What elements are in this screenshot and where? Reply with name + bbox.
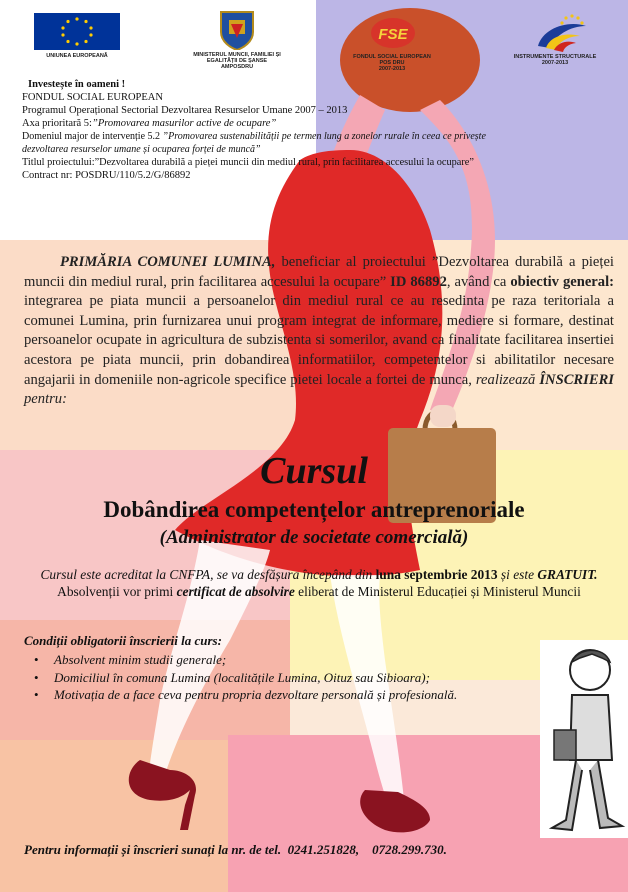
intro-lead: PRIMĂRIA COMUNEI LUMINA, — [60, 254, 276, 270]
header-title-value: ”Dezvoltarea durabilă a pieței muncii din mediul rural, prin facilitarea accesului la ocupare” — [94, 157, 474, 168]
ministry-caption-line-2: EGALITĂȚII DE ȘANSE — [206, 58, 268, 64]
fse-logo — [368, 13, 418, 51]
shoe-left-shape — [129, 760, 196, 830]
fse-mark: FSE — [378, 26, 408, 43]
contact-phone-1: 0241.251828, — [287, 842, 360, 857]
ministry-caption-line-3: AMPOSDRU — [220, 64, 254, 70]
accreditation-text — [24, 566, 614, 600]
instrumente-structurale-logo — [528, 10, 594, 54]
header-contract: Contract nr: POSDRU/110/5.2/G/86892 — [22, 170, 191, 181]
accr-text-1: Cursul este acreditat la CNFPA, se va desfășura începând din — [40, 567, 376, 582]
accr-text-4: eliberat de Ministerul Educației și Ministerul Muncii — [294, 584, 581, 599]
fse-caption-line-2: POS DRU — [379, 60, 405, 66]
header-invest: Investește în oameni ! — [28, 79, 126, 90]
is-caption-line-1: INSTRUMENTE STRUCTURALE — [513, 54, 597, 60]
is-caption-line-2: 2007-2013 — [541, 60, 569, 66]
fse-caption-line-3: 2007-2013 — [378, 66, 406, 72]
conditions-item: • Absolvent minim studii generale; — [28, 651, 457, 669]
intro-text-1: beneficiar al proiectului ”Dezvoltarea durabilă a pieței muncii din mediul rural, prin facilitarea accesului la ocupare” — [24, 254, 614, 290]
conditions-item: • Motivația de a face ceva pentru propria dezvoltare personală și profesională. — [28, 686, 457, 704]
fse-caption-line-1: FONDUL SOCIAL EUROPEAN — [353, 54, 431, 60]
conditions-item: • Domiciliul în comuna Lumina (localitățile Lumina, Oituz sau Sibioara); — [28, 669, 457, 687]
intro-text-2: , având ca — [446, 273, 511, 290]
accr-text-2: și este — [497, 567, 538, 582]
header-axis-value: ”Promovarea masurilor active de ocupare” — [91, 118, 277, 129]
course-title: Cursul — [260, 450, 368, 492]
header-title-label: Titlul proiectului: — [22, 157, 95, 168]
eu-flag-logo — [34, 13, 120, 50]
header-domain — [22, 131, 486, 144]
course-name: Dobândirea competențelor antreprenoriale — [103, 497, 525, 522]
contact-label: Pentru informații și înscrieri sunați la nr. de tel. — [24, 842, 282, 857]
conditions-list — [28, 651, 457, 704]
header-title — [22, 157, 474, 170]
course-subtitle: (Administrator de societate comercială) — [159, 527, 469, 548]
header-domain-value-2: dezvoltarea resurselor umane și ocuparea forței de muncă” — [22, 144, 261, 155]
fse-caption — [342, 54, 442, 72]
intro-realize: realizează — [475, 371, 540, 388]
intro-enroll: ÎNSCRIERI — [539, 371, 614, 388]
intro-paragraph — [24, 253, 614, 410]
header-axis-label: Axa prioritară 5: — [22, 118, 92, 129]
ministry-caption — [170, 52, 304, 70]
ministry-crest-logo — [217, 8, 257, 50]
accr-date: luna septembrie 2013 — [375, 567, 498, 582]
header-axis — [22, 118, 276, 131]
instrumente-structurale-caption — [500, 54, 610, 66]
shoe-right-shape — [360, 790, 430, 832]
eu-caption: UNIUNEA EUROPEANĂ — [46, 53, 108, 59]
header-domain-label: Domeniul major de intervenție 5.2 — [22, 131, 161, 142]
contact-phone-2: 0728.299.730. — [372, 842, 447, 857]
intro-project-id: ID 86892 — [390, 273, 447, 290]
accr-text-3: Absolvenții vor primi — [57, 584, 177, 599]
ministry-caption-line-1: MINISTERUL MUNCII, FAMILIEI ȘI — [193, 52, 281, 58]
intro-end: pentru: — [24, 391, 67, 408]
accr-certificate: certificat de absolvire — [176, 584, 295, 599]
intro-text-3: integrarea pe piata muncii a persoanelor din mediul rural ce au resedinta pe raza teritoriala a comunei Lumina, prin furnizarea unui program integrat de informare, mediere si formare, destinat persoanelor ocupate in agricultura de subzistenta si somerilor, avand ca finalitate facilitarea insertiei acestora pe piata muncii, prin dobandirea informatiilor, competentelor si abilitatilor necesare angajarii in domeniile non-agricole specifice pietei locale a fortei de munca, — [24, 293, 614, 388]
intro-objective-label: obiectiv general: — [510, 273, 614, 290]
header-program: Programul Operațional Sectorial Dezvoltarea Resurselor Umane 2007 – 2013 — [22, 105, 348, 116]
cartoon-man-illustration — [542, 640, 626, 838]
header-fund: FONDUL SOCIAL EUROPEAN — [22, 92, 163, 103]
contact-line — [24, 842, 447, 858]
accr-free: GRATUIT. — [537, 567, 598, 582]
conditions-title: Condiții obligatorii înscrierii la curs: — [24, 633, 222, 648]
header-domain-value-1: ”Promovarea sustenabilității pe termen lung a zonelor rurale în ceea ce privește — [162, 131, 486, 142]
